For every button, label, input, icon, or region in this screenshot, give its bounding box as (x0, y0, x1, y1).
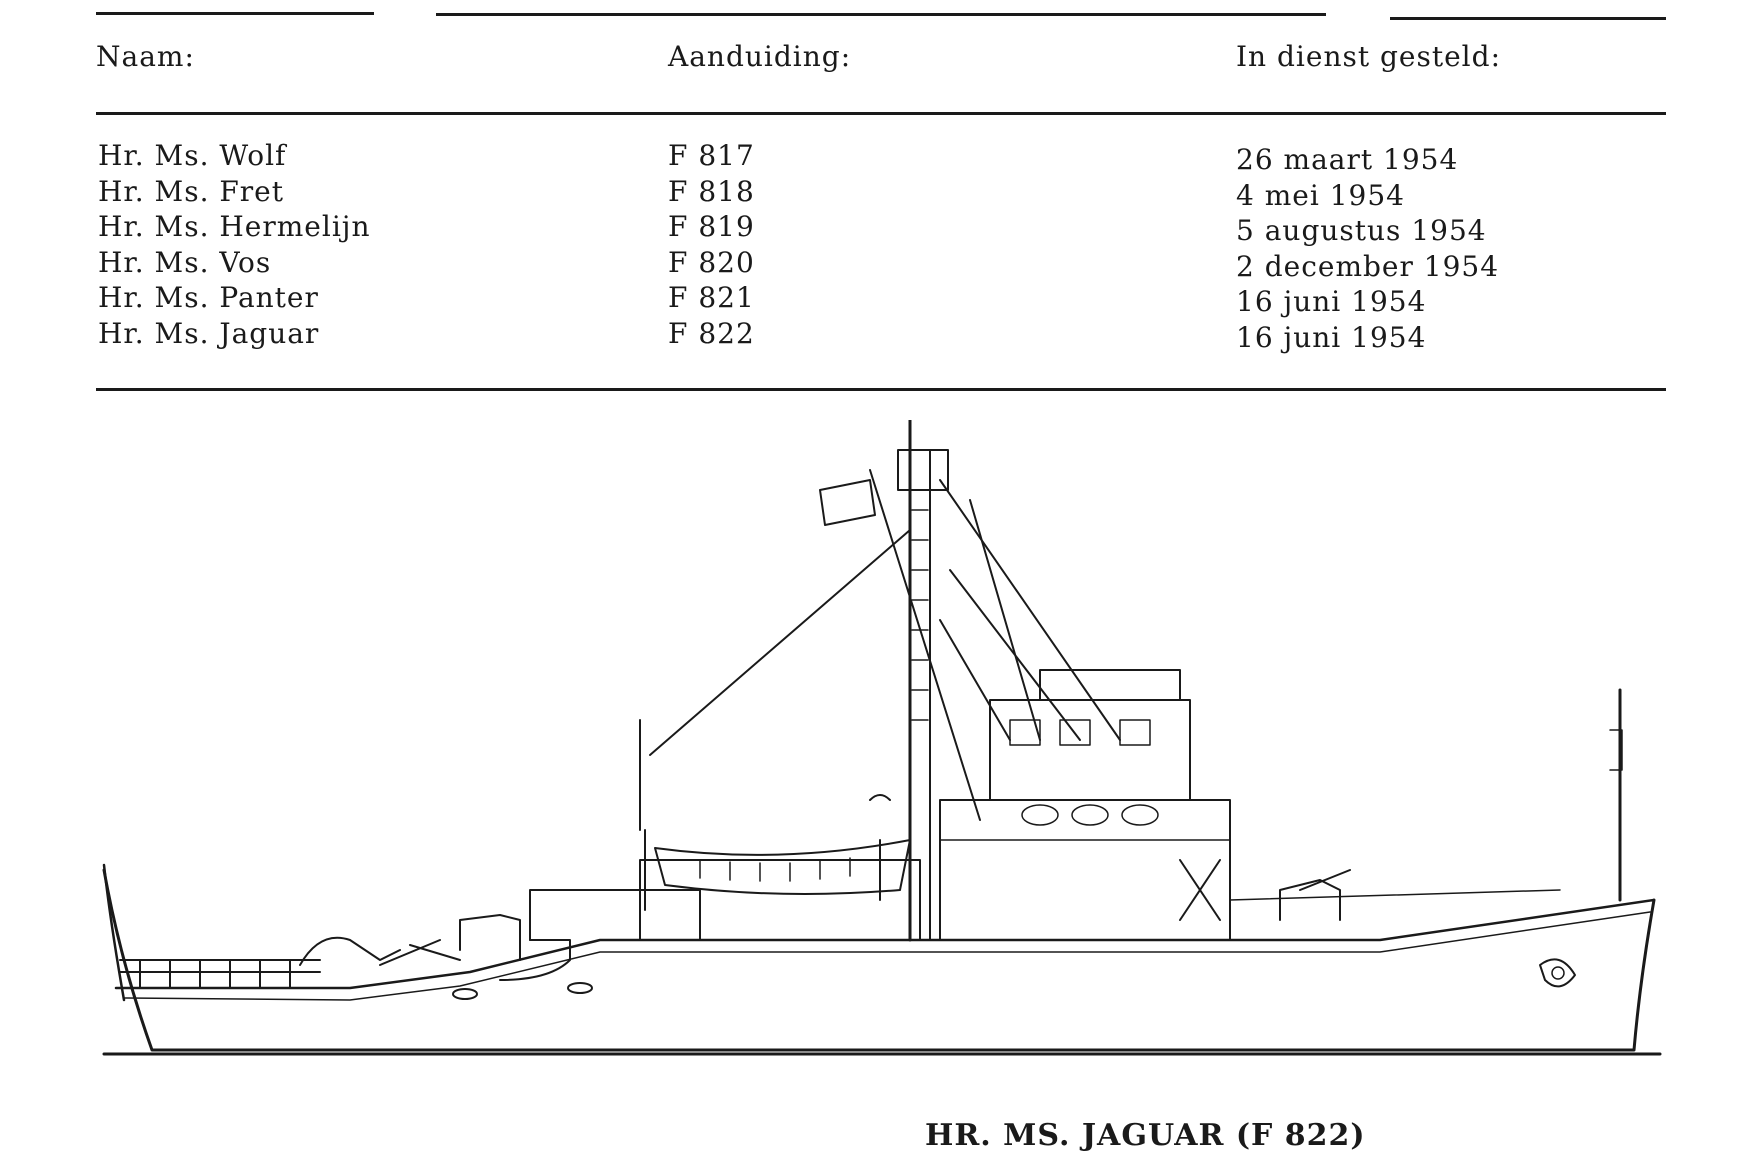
bow-stem (104, 865, 124, 1000)
mast-ladder (912, 510, 928, 720)
mast-top (898, 450, 948, 490)
ship-designation: F 819 (668, 210, 755, 243)
deckhouse (640, 860, 920, 940)
flag (820, 480, 875, 525)
commission-date: 16 juni 1954 (1236, 320, 1427, 354)
bridge-top (1040, 670, 1180, 700)
forward-gun (300, 938, 460, 965)
rigging (650, 470, 1120, 820)
ship-name: Hr. Ms. Hermelijn (98, 210, 371, 243)
ship-name: Hr. Ms. Fret (98, 174, 285, 208)
gun-tub (460, 915, 520, 960)
ship-profile-drawing (80, 420, 1680, 1070)
commission-date: 2 december 1954 (1236, 249, 1500, 283)
stern-emblem (1540, 959, 1575, 986)
forward-superstructure (530, 890, 700, 940)
cross-brace (1180, 860, 1220, 920)
names-column (98, 138, 371, 351)
column-header-name: Naam: (96, 40, 195, 73)
commissioned-column (1236, 142, 1499, 355)
bridge-upper (990, 700, 1190, 800)
bridge-windows (1010, 720, 1158, 825)
porthole (568, 983, 592, 993)
ship-name: Hr. Ms. Vos (98, 245, 272, 279)
designations-column (668, 138, 755, 351)
porthole (453, 989, 477, 999)
aft-gun (1280, 870, 1350, 920)
top-rule-left (96, 12, 374, 15)
stern-emblem-mark (1552, 967, 1564, 979)
top-rule-right (1390, 17, 1666, 20)
ship-name: Hr. Ms. Jaguar (98, 316, 320, 350)
ship-designation: F 817 (668, 139, 755, 172)
lifeboat-ribs (700, 858, 850, 881)
commission-date: 5 augustus 1954 (1236, 214, 1487, 247)
ship-designation: F 821 (668, 281, 755, 314)
ship-designation: F 818 (668, 174, 755, 208)
header-divider (96, 112, 1666, 115)
top-rule-middle (436, 13, 1326, 16)
davit (870, 795, 890, 900)
column-header-commissioned: In dienst gesteld: (1236, 40, 1501, 73)
ship-name: Hr. Ms. Wolf (98, 139, 287, 172)
table-bottom-rule (96, 388, 1666, 391)
ship-designation: F 820 (668, 245, 755, 279)
ship-name: Hr. Ms. Panter (98, 281, 319, 314)
column-header-designation: Aanduiding: (668, 40, 852, 73)
ship-designation: F 822 (668, 316, 755, 350)
commission-date: 16 juni 1954 (1236, 285, 1427, 318)
main-deck-line (116, 900, 1654, 988)
commission-date: 26 maart 1954 (1236, 143, 1459, 176)
commission-date: 4 mei 1954 (1236, 178, 1405, 212)
fore-railing (120, 960, 320, 988)
drawing-caption: HR. MS. JAGUAR (F 822) (925, 1118, 1366, 1153)
lifeboat (655, 840, 910, 894)
